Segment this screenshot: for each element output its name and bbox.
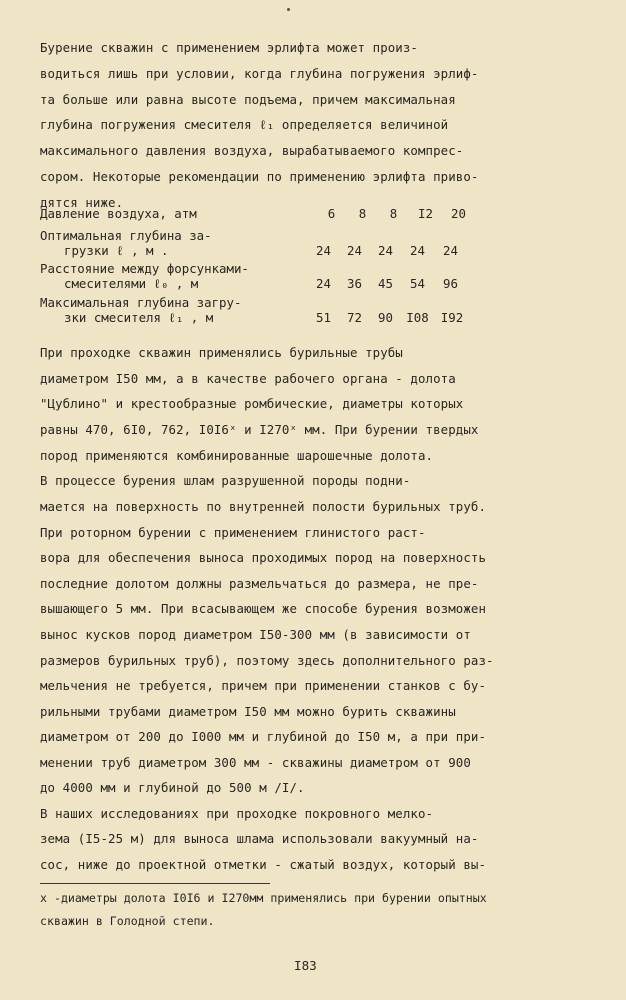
table-cell: 54 xyxy=(410,276,425,291)
table-cell: 24 xyxy=(316,243,331,258)
table-cell: 96 xyxy=(443,276,458,291)
table-cell: I92 xyxy=(440,310,464,325)
text-line: менении труб диаметром 300 мм - скважины диаметром от 900 xyxy=(40,755,471,770)
footnote-divider xyxy=(40,883,270,884)
scan-speck xyxy=(287,8,290,11)
text-line: глубина погружения смесителя ℓ₁ определяется величиной xyxy=(40,117,449,132)
row-label-line: Максимальная глубина загру- xyxy=(40,295,242,310)
text-line: При проходке скважин применялись бурильные трубы xyxy=(40,345,403,360)
table-cell: 36 xyxy=(347,276,362,291)
table-cell: 8 xyxy=(358,206,367,221)
text-line: диаметром от 200 до I000 мм и глубиной до I50 м, а при при- xyxy=(40,729,487,744)
table-cell: 24 xyxy=(410,243,425,258)
text-line: В наших исследованиях при проходке покровного мелко- xyxy=(40,806,434,821)
text-line: максимального давления воздуха, вырабатываемого компрес- xyxy=(40,143,464,158)
table-cell: 20 xyxy=(451,206,466,221)
text-line: "Цублино" и крестообразные ромбические, диаметры которых xyxy=(40,396,464,411)
text-line: дятся ниже. xyxy=(40,195,124,210)
text-line: водиться лишь при условии, когда глубина погружения эрлиф- xyxy=(40,66,479,81)
table-cell: 45 xyxy=(378,276,393,291)
row-label xyxy=(40,228,212,258)
text-line: та больше или равна высоте подъема, причем максимальная xyxy=(40,92,456,107)
text-line: размеров бурильных труб), поэтому здесь дополнительного раз- xyxy=(40,653,494,668)
row-values xyxy=(316,206,475,221)
row-values xyxy=(308,243,467,258)
row-label-line: Оптимальная глубина за- xyxy=(40,228,212,243)
text-line: сором. Некоторые рекомендации по применению эрлифта приво- xyxy=(40,169,479,184)
text-line: вора для обеспечения выноса проходимых пород на поверхность xyxy=(40,550,487,565)
row-label-line: Давление воздуха, атм xyxy=(40,206,197,221)
text-line: зема (I5-25 м) для выноса шлама использовали вакуумный на- xyxy=(40,831,479,846)
table-cell: 6 xyxy=(327,206,336,221)
table-cell: 24 xyxy=(443,243,458,258)
text-line: При роторном бурении с применением глинистого раст- xyxy=(40,525,426,540)
text-line: мельчения не требуется, причем при применении станков с бу- xyxy=(40,678,487,693)
text-line: Бурение скважин с применением эрлифта может произ- xyxy=(40,40,418,55)
table-cell: 51 xyxy=(316,310,331,325)
table-cell: 24 xyxy=(347,243,362,258)
row-values xyxy=(308,310,470,325)
page-number: I83 xyxy=(294,958,317,973)
table-cell: 24 xyxy=(316,276,331,291)
row-label-line: Расстояние между форсунками- xyxy=(40,261,249,276)
row-label xyxy=(40,295,242,325)
table-cell: 90 xyxy=(378,310,393,325)
table-cell: I08 xyxy=(406,310,429,325)
text-line: рильными трубами диаметром I50 мм можно бурить скважины xyxy=(40,704,456,719)
row-label xyxy=(40,206,197,221)
text-line: последние долотом должны размельчаться до размера, не пре- xyxy=(40,576,479,591)
table-cell: I2 xyxy=(418,206,433,221)
footnote-line: x -диаметры долота I0I6 и I270мм применялись при бурении опытных xyxy=(40,891,487,905)
table-cell: 72 xyxy=(347,310,362,325)
text-line: вышающего 5 мм. При всасывающем же способе бурения возможен xyxy=(40,601,487,616)
row-label xyxy=(40,261,249,291)
table-cell: 24 xyxy=(378,243,393,258)
row-values xyxy=(308,276,467,291)
row-label-line: грузки ℓ , м . xyxy=(64,243,169,258)
footnote-line: скважин в Голодной степи. xyxy=(40,914,215,928)
table-cell: 8 xyxy=(389,206,398,221)
text-line: вынос кусков пород диаметром I50-300 мм (в зависимости от xyxy=(40,627,471,642)
text-line: равны 470, 6I0, 762, I0I6ˣ и I270ˣ мм. При бурении твердых xyxy=(40,422,479,437)
text-line: мается на поверхность по внутренней полости бурильных труб. xyxy=(40,499,487,514)
text-line: сос, ниже до проектной отметки - сжатый воздух, который вы- xyxy=(40,857,487,872)
row-label-line: смесителями ℓ₀ , м xyxy=(64,276,199,291)
text-line: диаметром I50 мм, а в качестве рабочего органа - долота xyxy=(40,371,456,386)
text-line: пород применяются комбинированные шарошечные долота. xyxy=(40,448,434,463)
row-label-line: зки смесителя ℓ₁ , м xyxy=(64,310,214,325)
text-line: В процессе бурения шлам разрушенной породы подни- xyxy=(40,473,411,488)
text-line: до 4000 мм и глубиной до 500 м /I/. xyxy=(40,780,305,795)
